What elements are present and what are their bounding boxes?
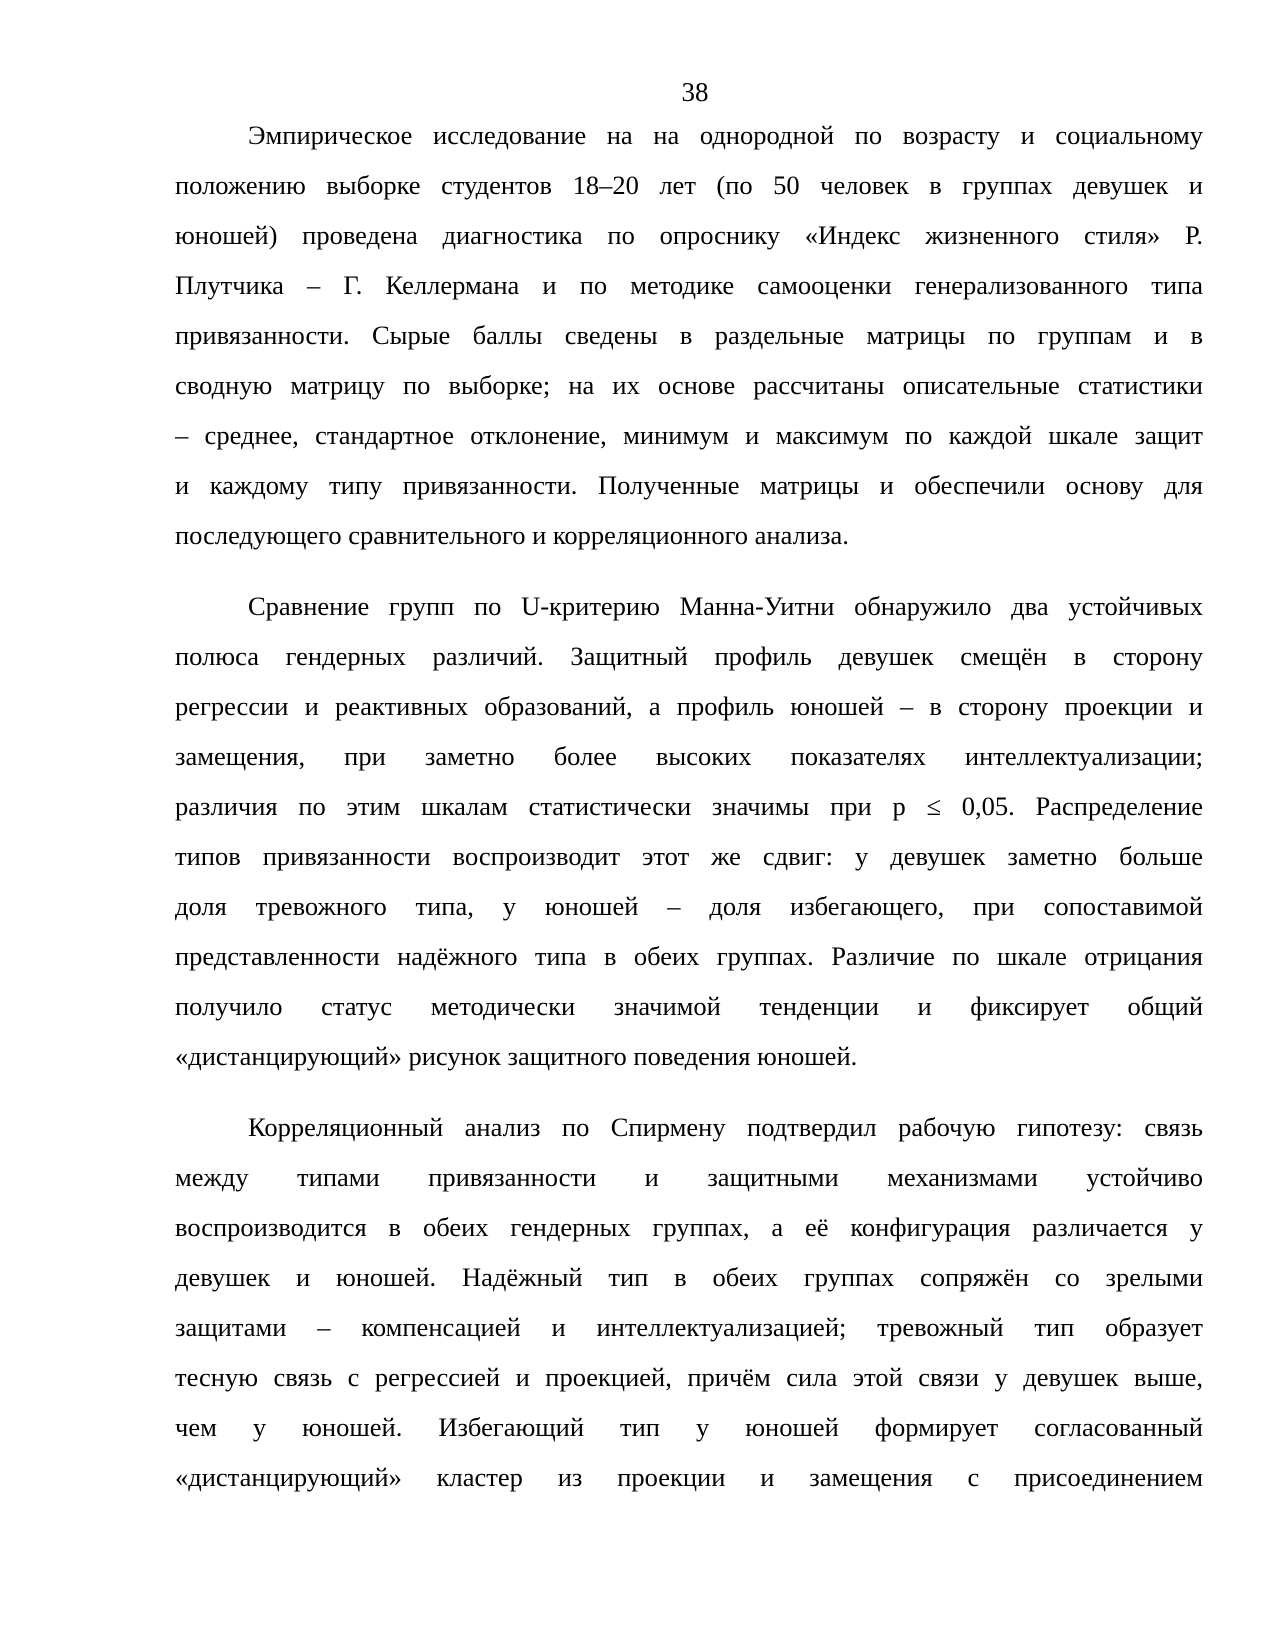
paragraph-line: Корреляционный анализ по Спирмену подтвердил рабочую гипотезу: связь	[248, 1112, 1203, 1142]
paragraph-line: юношей) проведена диагностика по опроснику «Индекс жизненного стиля» Р.	[175, 220, 1203, 250]
paragraph-line: представленности надёжного типа в обеих группах. Различие по шкале отрицания	[175, 941, 1203, 971]
paragraph-3	[175, 1102, 1203, 1502]
text-body	[175, 110, 1203, 1523]
paragraph-line: чем у юношей. Избегающий тип у юношей формирует согласованный	[175, 1412, 1203, 1442]
paragraph-2	[175, 581, 1203, 1081]
paragraph-line: сводную матрицу по выборке; на их основе рассчитаны описательные статистики	[175, 370, 1203, 400]
page-number: 38	[681, 77, 709, 107]
paragraph-line: воспроизводится в обеих гендерных группах, а её конфигурация различается у	[175, 1212, 1203, 1242]
paragraph-line: последующего сравнительного и корреляционного анализа.	[175, 520, 849, 550]
paragraph-line: доля тревожного типа, у юношей – доля избегающего, при сопоставимой	[175, 891, 1203, 921]
paragraph-line: девушек и юношей. Надёжный тип в обеих группах сопряжён со зрелыми	[175, 1262, 1203, 1292]
paragraph-line: Сравнение групп по U-критерию Манна-Уитни обнаружило два устойчивых	[248, 591, 1203, 621]
paragraph-line: и каждому типу привязанности. Полученные матрицы и обеспечили основу для	[175, 470, 1203, 500]
paragraph-line: получило статус методически значимой тенденции и фиксирует общий	[175, 991, 1203, 1021]
paragraph-line: тесную связь с регрессией и проекцией, причём сила этой связи у девушек выше,	[175, 1362, 1203, 1392]
paragraph-line: защитами – компенсацией и интеллектуализацией; тревожный тип образует	[175, 1312, 1203, 1342]
paragraph-line: регрессии и реактивных образований, а профиль юношей – в сторону проекции и	[175, 691, 1203, 721]
paragraph-line: «дистанцирующий» рисунок защитного поведения юношей.	[175, 1041, 858, 1071]
paragraph-1	[175, 110, 1203, 560]
paragraph-line: типов привязанности воспроизводит этот же сдвиг: у девушек заметно больше	[175, 841, 1203, 871]
paragraph-line: между типами привязанности и защитными механизмами устойчиво	[175, 1162, 1203, 1192]
paragraph-line: положению выборке студентов 18–20 лет (по 50 человек в группах девушек и	[175, 170, 1203, 200]
paragraph-line: Эмпирическое исследование на на однородной по возрасту и социальному	[248, 120, 1203, 150]
paragraph-line: привязанности. Сырые баллы сведены в раздельные матрицы по группам и в	[175, 320, 1203, 350]
paragraph-line: полюса гендерных различий. Защитный профиль девушек смещён в сторону	[175, 641, 1203, 671]
paragraph-line: «дистанцирующий» кластер из проекции и замещения с присоединением	[175, 1462, 1203, 1492]
paragraph-line: замещения, при заметно более высоких показателях интеллектуализации;	[175, 741, 1203, 771]
paragraph-line: Плутчика – Г. Келлермана и по методике самооценки генерализованного типа	[175, 270, 1203, 300]
paragraph-line: различия по этим шкалам статистически значимы при p ≤ 0,05. Распределение	[175, 791, 1203, 821]
paragraph-line: – среднее, стандартное отклонение, минимум и максимум по каждой шкале защит	[175, 420, 1203, 450]
